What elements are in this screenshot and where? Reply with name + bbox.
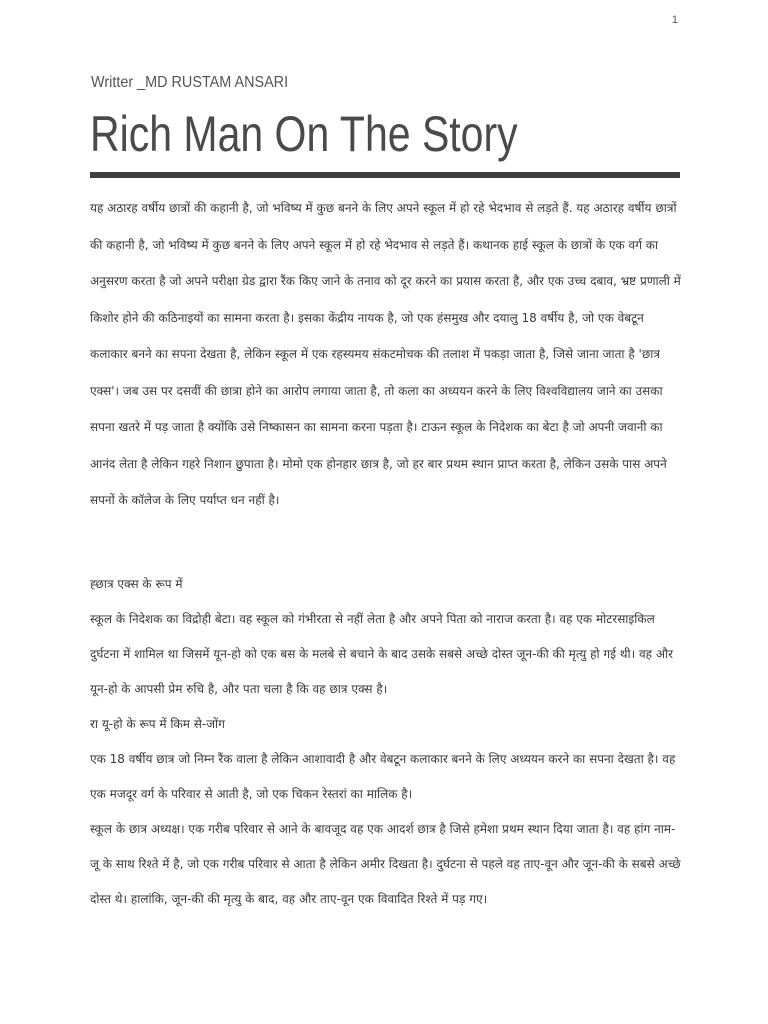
role-line: रा यू-हो के रूप में किम से-जोंग xyxy=(90,717,225,731)
student-paragraph: एक 18 वर्षीय छात्र जो निम्न रैंक वाला है लेकिन आशावादी है और वेबटून कलाकार बनने के लिए अध्ययन करने का सपना देखता है। वह एक मजदूर वर्ग के परिवार से आती है, जो एक चिकन रेस्तरां का मालिक है। xyxy=(90,752,676,801)
intro-block xyxy=(90,190,682,519)
section-heading: ह्छात्र एक्स के रूप में xyxy=(90,577,183,591)
title-divider xyxy=(90,172,680,178)
page-number: 1 xyxy=(671,14,678,26)
president-paragraph: स्कूल के छात्र अध्यक्ष। एक गरीब परिवार से आने के बावजूद वह एक आदर्श छात्र है जिसे हमेशा प्रथम स्थान दिया जाता है। वह हांग नाम-जू के साथ रिश्ते में है, जो एक गरीब परिवार से आता है लेकिन अमीर दिखता है। दुर्घटना से पहले वह ताए-वून और जून-की के सबसे अच्छे दोस्त थे। हालांकि, जून-की की मृत्यु के बाद, वह और ताए-वून एक विवादित रिश्ते में पड़ गए। xyxy=(90,822,681,906)
document-title: Rich Man On The Story xyxy=(90,106,518,162)
director-son-paragraph: स्कूल के निदेशक का विद्रोही बेटा। वह स्कूल को गंभीरता से नहीं लेता है और अपने पिता को नाराज करता है। वह एक मोटरसाइकिल दुर्घटना में शामिल था जिसमें यून-हो को एक बस के मलबे से बचाने के बाद उसके सबसे अच्छे दोस्त जून-की की मृत्यु हो गई थी। वह और यून-हो के आपसी प्रेम रुचि है, और पता चला है कि वह छात्र एक्स है। xyxy=(90,612,674,696)
intro-paragraph: यह अठारह वर्षीय छात्रों की कहानी है, जो भविष्य में कुछ बनने के लिए अपने स्कूल में हो रहे भेदभाव से लड़ते हैं. यह अठारह वर्षीय छात्रों की कहानी है, जो भविष्य में कुछ बनने के लिए अपने स्कूल में हो रहे भेदभाव से लड़ते हैं। कथानक हाई स्कूल के छात्रों के एक वर्ग का अनुसरण करता है जो अपने परीक्षा ग्रेड द्वारा रैंक किए जाने के तनाव को दूर करने का प्रयास करता है, और एक उच्च दबाव, भ्रष्ट प्रणाली में किशोर होने की कठिनाइयों का सामना करता है। इसका केंद्रीय नायक है, जो एक हंसमुख और दयालु 18 वर्षीय है, जो एक वेबटून कलाकार बनने का सपना देखता है, लेकिन स्कूल में एक रहस्यमय संकटमोचक की तलाश में पकड़ा जाता है, जिसे जाना जाता है 'छात्र एक्स'। जब उस पर दसवीं की छात्रा होने का आरोप लगाया जाता है, तो कला का अध्ययन करने के लिए विश्वविद्यालय जाने का उसका सपना खतरे में पड़ जाता है क्योंकि उसे निष्कासन का सामना करना पड़ता है। टाऊन स्कूल के निदेशक का बेटा है जो अपनी जवानी का आनंद लेता है लेकिन गहरे निशान छुपाता है। मोमो एक होनहार छात्र है, जो हर बार प्रथम स्थान प्राप्त करता है, लेकिन उसके पास अपने सपनों के कॉलेज के लिए पर्याप्त धन नहीं है। xyxy=(90,201,681,507)
characters-block xyxy=(90,567,682,917)
author-line: Writter _MD RUSTAM ANSARI xyxy=(91,74,289,91)
